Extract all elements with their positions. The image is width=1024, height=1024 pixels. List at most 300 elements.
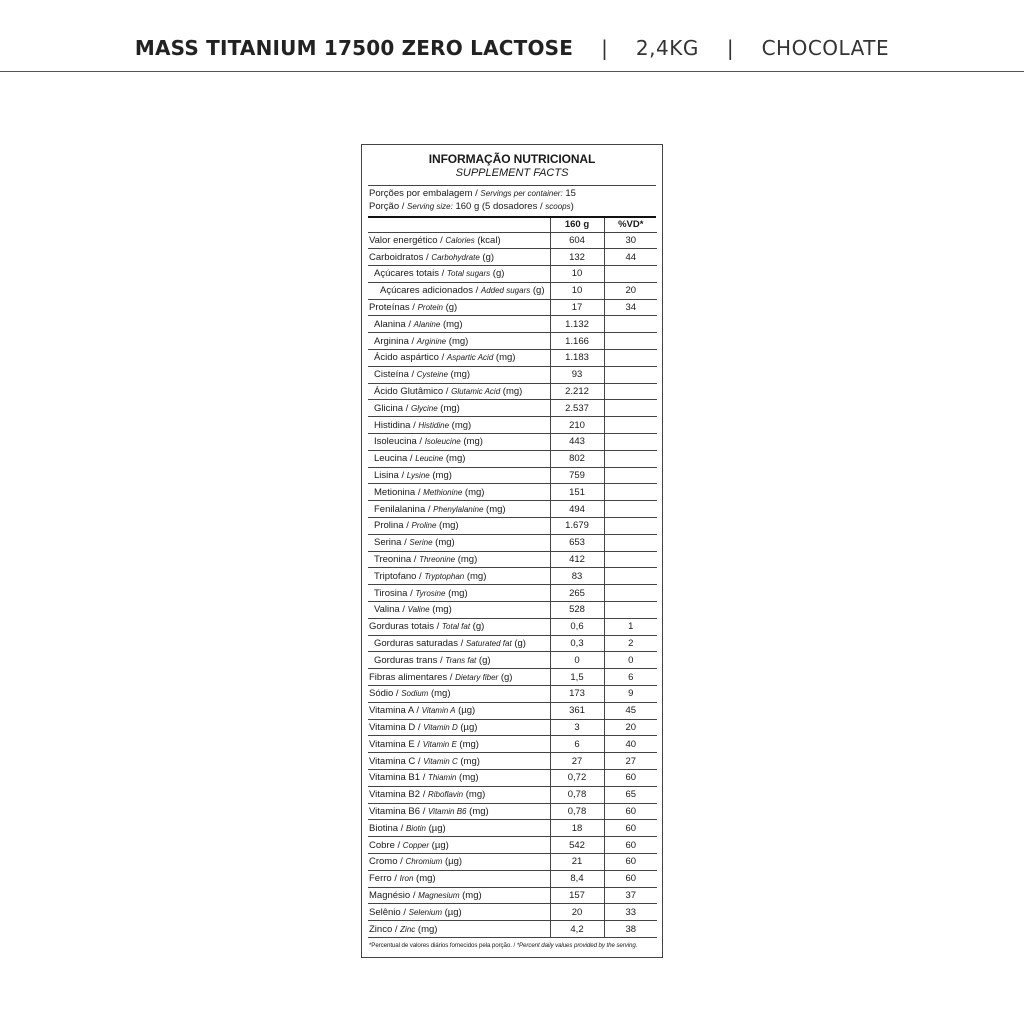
nutrient-name-pt: Alanina / <box>374 318 414 330</box>
nutrient-unit: (mg) <box>429 604 452 616</box>
nutrient-name-en: Leucine <box>415 454 444 464</box>
nutrient-unit: (µg) <box>457 722 478 733</box>
label-title: INFORMAÇÃO NUTRICIONAL <box>428 152 596 166</box>
nutrient-quantity: 17 <box>550 299 604 316</box>
servings-value: 15 <box>562 188 576 199</box>
nutrient-daily-value <box>604 316 657 333</box>
table-row <box>368 803 657 820</box>
nutrient-name-pt: Açúcares totais / <box>374 268 447 280</box>
nutrient-daily-value: 38 <box>604 921 657 938</box>
nutrient-name-pt: Isoleucina / <box>374 436 425 448</box>
nutrient-quantity: 0,3 <box>550 635 604 652</box>
nutrient-quantity: 412 <box>550 551 604 568</box>
table-row <box>368 400 657 417</box>
table-row <box>368 366 657 383</box>
nutrient-name-en: Serine <box>409 538 433 548</box>
nutrient-quantity: 1.132 <box>550 316 604 333</box>
nutrient-name <box>368 249 550 266</box>
nutrient-quantity: 0,78 <box>550 803 604 820</box>
nutrient-name-pt: Ferro / <box>369 873 400 885</box>
nutrient-unit: (mg) <box>432 537 455 549</box>
page-header <box>0 0 1024 72</box>
nutrient-name-en: Tryptophan <box>424 571 465 581</box>
nutrient-name <box>368 417 550 434</box>
table-row <box>368 669 657 686</box>
nutrient-unit: (mg) <box>456 772 479 784</box>
table-row <box>368 887 657 904</box>
nutrient-quantity: 653 <box>550 534 604 551</box>
nutrient-name-en: Sodium <box>401 689 429 699</box>
nutrient-quantity: 0,6 <box>550 618 604 635</box>
nutrient-daily-value: 34 <box>604 299 657 316</box>
nutrient-quantity: 8,4 <box>550 870 604 887</box>
nutrient-name-pt: Arginina / <box>374 335 417 347</box>
nutrient-name <box>368 551 550 568</box>
table-row <box>368 434 657 451</box>
nutrient-unit: (mg) <box>500 386 523 398</box>
nutrient-name <box>368 736 550 753</box>
nutrient-name-en: Carbohydrate <box>431 252 480 262</box>
nutrient-name <box>368 282 550 299</box>
table-row <box>368 383 657 400</box>
table-row <box>368 417 657 434</box>
nutrient-quantity: 1.183 <box>550 350 604 367</box>
nutrient-name <box>368 618 550 635</box>
nutrient-unit: (µg) <box>429 839 449 851</box>
nutrient-quantity: 1,5 <box>550 669 604 686</box>
table-row <box>368 770 657 787</box>
table-row <box>368 853 657 870</box>
nutrient-daily-value: 60 <box>604 837 657 854</box>
nutrient-daily-value <box>604 568 657 585</box>
nutrient-name-pt: Cobre / <box>369 839 403 851</box>
nutrient-daily-value: 30 <box>604 232 657 249</box>
nutrient-name-pt: Cisteína / <box>374 369 417 381</box>
nutrient-name-pt: Lisina / <box>374 470 407 482</box>
nutrient-quantity: 604 <box>550 232 604 249</box>
table-row <box>368 266 657 283</box>
table-row <box>368 501 657 518</box>
table-row <box>368 820 657 837</box>
nutrient-name-en: Threonine <box>419 555 456 565</box>
nutrient-name-pt: Triptofano / <box>374 570 425 582</box>
nutrient-quantity: 443 <box>550 434 604 451</box>
nutrient-unit: (µg) <box>441 906 462 918</box>
nutrient-daily-value <box>604 350 657 367</box>
nutrient-name-en: Glutamic Acid <box>451 387 501 397</box>
nutrient-name-pt: Carboidratos / <box>369 251 432 263</box>
nutrient-daily-value <box>604 467 657 484</box>
nutrient-name-pt: Biotina / <box>369 822 406 834</box>
nutrient-name-pt: Fenilalanina / <box>374 503 434 515</box>
nutrient-quantity: 27 <box>550 753 604 770</box>
nutrient-quantity: 265 <box>550 585 604 602</box>
nutrient-quantity: 494 <box>550 501 604 518</box>
nutrient-daily-value: 60 <box>604 770 657 787</box>
nutrient-name-en: Selenium <box>408 907 442 917</box>
table-row <box>368 467 657 484</box>
nutrient-daily-value: 2 <box>604 635 657 652</box>
serving-size-scoops: scoops <box>545 202 571 211</box>
nutrient-daily-value <box>604 366 657 383</box>
nutrient-quantity: 93 <box>550 366 604 383</box>
nutrient-quantity: 210 <box>550 417 604 434</box>
nutrient-name <box>368 702 550 719</box>
nutrient-daily-value: 27 <box>604 753 657 770</box>
nutrient-name <box>368 853 550 870</box>
nutrient-name <box>368 299 550 316</box>
nutrient-daily-value <box>604 484 657 501</box>
nutrient-daily-value <box>604 434 657 451</box>
nutrient-quantity: 0 <box>550 652 604 669</box>
nutrient-name <box>368 904 550 921</box>
nutrient-name-pt: Ácido Glutâmico / <box>374 386 452 398</box>
nutrient-quantity: 528 <box>550 602 604 619</box>
table-row <box>368 518 657 535</box>
nutrient-unit: (mg) <box>463 789 486 801</box>
nutrient-name-pt: Magnésio / <box>369 889 419 901</box>
nutrient-unit: (µg) <box>455 705 476 717</box>
nutrient-quantity: 1.679 <box>550 518 604 535</box>
nutrient-quantity: 542 <box>550 837 604 854</box>
nutrient-name-en: Vitamin D <box>423 723 458 732</box>
nutrient-name-pt: Gorduras saturadas / <box>374 638 466 650</box>
nutrient-unit: (mg) <box>415 923 438 935</box>
nutrient-name-en: Protein <box>417 303 443 313</box>
serving-size-en: Serving size: <box>407 202 453 211</box>
nutrient-name-en: Riboflavin <box>427 790 464 800</box>
nutrient-name <box>368 669 550 686</box>
nutrient-name-en: Thiamin <box>427 773 457 783</box>
nutrient-unit: (mg) <box>459 889 482 901</box>
nutrient-daily-value: 65 <box>604 786 657 803</box>
nutrient-quantity: 4,2 <box>550 921 604 938</box>
nutrient-daily-value <box>604 333 657 350</box>
nutrient-name <box>368 333 550 350</box>
product-name: MASS TITANIUM 17500 ZERO LACTOSE <box>134 36 574 60</box>
nutrient-name-en: Vitamin E <box>422 739 457 749</box>
nutrient-unit: (g) <box>498 671 513 683</box>
nutrient-name <box>368 366 550 383</box>
nutrient-name <box>368 266 550 283</box>
nutrient-unit: (mg) <box>455 554 478 566</box>
table-row <box>368 551 657 568</box>
table-row <box>368 635 657 652</box>
nutrient-unit: (µg) <box>442 856 463 868</box>
footnote-en: *Percent daily values provided by the serving. <box>516 941 638 949</box>
nutrient-daily-value <box>604 518 657 535</box>
table-row <box>368 702 657 719</box>
nutrient-name <box>368 921 550 938</box>
nutrient-daily-value: 60 <box>604 853 657 870</box>
nutrient-name-en: Saturated fat <box>465 639 512 649</box>
nutrient-name-pt: Vitamina D / <box>369 722 424 733</box>
nutrient-name <box>368 686 550 703</box>
nutrient-name-en: Tyrosine <box>415 588 446 598</box>
nutrient-name-en: Histidine <box>418 420 450 430</box>
table-row <box>368 232 657 249</box>
nutrient-unit: (µg) <box>425 822 446 834</box>
nutrient-name-en: Glycine <box>410 403 438 413</box>
nutrient-unit: (mg) <box>483 503 506 515</box>
nutrient-name-en: Copper <box>402 840 430 850</box>
table-row <box>368 316 657 333</box>
table-row <box>368 618 657 635</box>
nutrient-daily-value <box>604 266 657 283</box>
nutrient-daily-value: 60 <box>604 820 657 837</box>
nutrient-unit: (mg) <box>443 453 466 465</box>
nutrient-name <box>368 753 550 770</box>
product-weight: 2,4KG <box>635 36 699 60</box>
header-nutrient <box>368 218 550 232</box>
nutrient-name <box>368 484 550 501</box>
nutrient-name <box>368 467 550 484</box>
nutrient-name <box>368 803 550 820</box>
table-row <box>368 585 657 602</box>
nutrient-name <box>368 870 550 887</box>
nutrient-daily-value: 0 <box>604 652 657 669</box>
nutrient-name-pt: Histidina / <box>374 419 419 431</box>
nutrient-name <box>368 887 550 904</box>
nutrient-name <box>368 434 550 451</box>
nutrient-name-en: Arginine <box>416 336 447 346</box>
nutrient-name-en: Proline <box>411 521 437 531</box>
nutrient-name-en: Dietary fiber <box>455 672 499 682</box>
nutrient-name <box>368 770 550 787</box>
nutrient-daily-value <box>604 551 657 568</box>
nutrient-quantity: 132 <box>550 249 604 266</box>
nutrient-name-pt: Valor energético / <box>369 234 446 246</box>
nutrient-name-pt: Cromo / <box>369 856 406 868</box>
nutrient-daily-value: 44 <box>604 249 657 266</box>
nutrient-name-en: Total fat <box>441 622 471 632</box>
nutrient-name <box>368 719 550 736</box>
table-row <box>368 753 657 770</box>
nutrient-name <box>368 585 550 602</box>
nutrient-name-en: Alanine <box>413 319 441 329</box>
nutrient-daily-value <box>604 501 657 518</box>
table-row <box>368 534 657 551</box>
nutrient-name-en: Vitamin B6 <box>427 806 467 816</box>
nutrient-quantity: 2.212 <box>550 383 604 400</box>
nutrient-name-pt: Ácido aspártico / <box>374 352 447 364</box>
nutrient-daily-value: 20 <box>604 719 657 736</box>
nutrient-quantity: 10 <box>550 282 604 299</box>
nutrient-daily-value <box>604 602 657 619</box>
table-row <box>368 921 657 938</box>
nutrient-name-en: Chromium <box>405 857 443 867</box>
product-flavor: CHOCOLATE <box>761 36 890 60</box>
nutrient-quantity: 21 <box>550 853 604 870</box>
footnote <box>362 938 662 950</box>
nutrient-name-pt: Selênio / <box>369 906 409 918</box>
nutrient-daily-value: 40 <box>604 736 657 753</box>
nutrient-name-en: Isoleucine <box>424 437 461 447</box>
nutrient-quantity: 759 <box>550 467 604 484</box>
nutrient-daily-value: 60 <box>604 803 657 820</box>
nutrient-daily-value <box>604 417 657 434</box>
header-separator: | <box>601 36 608 60</box>
nutrient-unit: (mg) <box>445 587 468 599</box>
nutrient-quantity: 83 <box>550 568 604 585</box>
nutrient-quantity: 0,78 <box>550 786 604 803</box>
nutrient-name <box>368 316 550 333</box>
table-row <box>368 686 657 703</box>
table-row <box>368 450 657 467</box>
nutrient-name <box>368 350 550 367</box>
nutrient-daily-value: 45 <box>604 702 657 719</box>
nutrient-name <box>368 820 550 837</box>
nutrient-name <box>368 534 550 551</box>
nutrient-name-pt: Valina / <box>374 604 408 616</box>
table-header-row <box>368 218 657 232</box>
serving-size-value: 160 g (5 dosadores / <box>452 201 546 212</box>
table-row <box>368 786 657 803</box>
serving-size-pt: Porção / <box>369 201 408 212</box>
nutrient-name <box>368 232 550 249</box>
nutrient-name-en: Methionine <box>423 487 463 497</box>
nutrient-name <box>368 602 550 619</box>
table-row <box>368 249 657 266</box>
nutrient-name <box>368 400 550 417</box>
nutrient-name-en: Total sugars <box>446 269 491 279</box>
table-row <box>368 870 657 887</box>
footnote-pt: *Percentual de valores diários fornecidos pela porção. / <box>369 941 517 949</box>
nutrient-unit: (kcal) <box>474 234 501 246</box>
nutrient-name-pt: Vitamina B1 / <box>369 772 428 784</box>
nutrient-name-pt: Vitamina B6 / <box>369 805 428 817</box>
servings-en: Servings per container: <box>480 189 563 198</box>
nutrient-unit: (g) <box>476 654 491 666</box>
nutrient-daily-value <box>604 383 657 400</box>
nutrient-daily-value: 9 <box>604 686 657 703</box>
nutrient-name-en: Aspartic Acid <box>446 353 494 363</box>
nutrient-name-en: Added sugars <box>480 286 531 296</box>
nutrient-unit: (g) <box>511 638 526 650</box>
nutrient-daily-value: 37 <box>604 887 657 904</box>
header-quantity: 160 g <box>550 218 604 232</box>
table-row <box>368 837 657 854</box>
nutrient-name-pt: Prolina / <box>374 520 412 532</box>
table-row <box>368 652 657 669</box>
nutrient-name-en: Magnesium <box>418 890 460 900</box>
nutrient-unit: (mg) <box>436 520 459 532</box>
nutrient-unit: (g) <box>442 302 458 314</box>
product-title-line <box>0 34 1024 64</box>
nutrient-daily-value: 20 <box>604 282 657 299</box>
nutrient-quantity: 0,72 <box>550 770 604 787</box>
nutrient-unit: (mg) <box>413 873 436 885</box>
header-separator: | <box>726 36 734 60</box>
nutrient-name-pt: Vitamina A / <box>369 705 422 717</box>
nutrient-rows <box>368 232 657 937</box>
nutrient-unit: (mg) <box>456 738 479 750</box>
servings-pt: Porções por embalagem / <box>369 188 481 199</box>
nutrient-daily-value <box>604 450 657 467</box>
nutrient-unit: (g) <box>530 285 545 297</box>
nutrient-quantity: 151 <box>550 484 604 501</box>
nutrient-daily-value: 1 <box>604 618 657 635</box>
nutrient-unit: (mg) <box>460 436 483 448</box>
table-row <box>368 736 657 753</box>
nutrient-daily-value: 60 <box>604 870 657 887</box>
nutrient-name <box>368 635 550 652</box>
table-row <box>368 602 657 619</box>
nutrient-quantity: 157 <box>550 887 604 904</box>
nutrient-name-en: Biotin <box>405 823 426 833</box>
nutrient-unit: (mg) <box>457 755 480 767</box>
nutrient-name-pt: Serina / <box>374 537 410 549</box>
nutrient-name-en: Vitamin C <box>423 756 458 766</box>
nutrient-unit: (mg) <box>493 352 516 364</box>
serving-size-close: ) <box>570 201 574 212</box>
nutrient-unit: (mg) <box>462 486 485 498</box>
nutrient-unit: (g) <box>479 251 495 263</box>
nutrition-table <box>368 218 657 938</box>
nutrient-name-pt: Leucina / <box>374 453 416 465</box>
nutrient-daily-value <box>604 400 657 417</box>
nutrient-name-pt: Sódio / <box>369 688 402 700</box>
serving-size <box>369 200 655 213</box>
nutrient-name-pt: Gorduras totais / <box>369 621 442 633</box>
table-row <box>368 568 657 585</box>
nutrient-name <box>368 450 550 467</box>
nutrient-unit: (mg) <box>449 419 472 431</box>
nutrient-name-pt: Glicina / <box>374 402 411 414</box>
table-row <box>368 904 657 921</box>
nutrient-quantity: 361 <box>550 702 604 719</box>
table-row <box>368 333 657 350</box>
nutrient-unit: (mg) <box>466 805 489 817</box>
table-row <box>368 299 657 316</box>
nutrient-name-en: Valine <box>407 605 430 615</box>
nutrient-quantity: 6 <box>550 736 604 753</box>
nutrient-name-pt: Tirosina / <box>374 587 416 599</box>
table-row <box>368 484 657 501</box>
nutrient-unit: (mg) <box>447 369 471 381</box>
label-subtitle: SUPPLEMENT FACTS <box>455 167 569 179</box>
nutrient-name-en: Iron <box>399 874 414 884</box>
nutrient-name <box>368 568 550 585</box>
table-row <box>368 282 657 299</box>
nutrient-name <box>368 837 550 854</box>
nutrition-label <box>361 144 663 958</box>
nutrient-name-pt: Vitamina C / <box>369 755 424 767</box>
nutrient-name-en: Trans fat <box>445 655 477 665</box>
nutrient-name-en: Vitamin A <box>421 706 456 716</box>
nutrient-name-pt: Proteínas / <box>369 302 418 314</box>
nutrient-quantity: 2.537 <box>550 400 604 417</box>
nutrient-daily-value <box>604 585 657 602</box>
nutrient-name-en: Zinc <box>400 924 416 934</box>
nutrient-name-pt: Fibras alimentares / <box>369 671 456 683</box>
nutrient-unit: (g) <box>470 621 485 633</box>
nutrient-daily-value: 33 <box>604 904 657 921</box>
nutrient-name-en: Cysteine <box>416 370 448 380</box>
nutrient-name <box>368 501 550 518</box>
header-daily-value: %VD* <box>604 218 657 232</box>
nutrient-unit: (mg) <box>428 688 451 700</box>
servings-info <box>362 186 662 213</box>
nutrient-name-pt: Gorduras trans / <box>374 654 446 666</box>
nutrient-quantity: 173 <box>550 686 604 703</box>
nutrient-name <box>368 518 550 535</box>
nutrient-name-pt: Zinco / <box>369 923 401 935</box>
table-row <box>368 719 657 736</box>
nutrient-name <box>368 383 550 400</box>
nutrient-unit: (mg) <box>440 318 463 330</box>
nutrient-unit: (mg) <box>429 470 452 482</box>
